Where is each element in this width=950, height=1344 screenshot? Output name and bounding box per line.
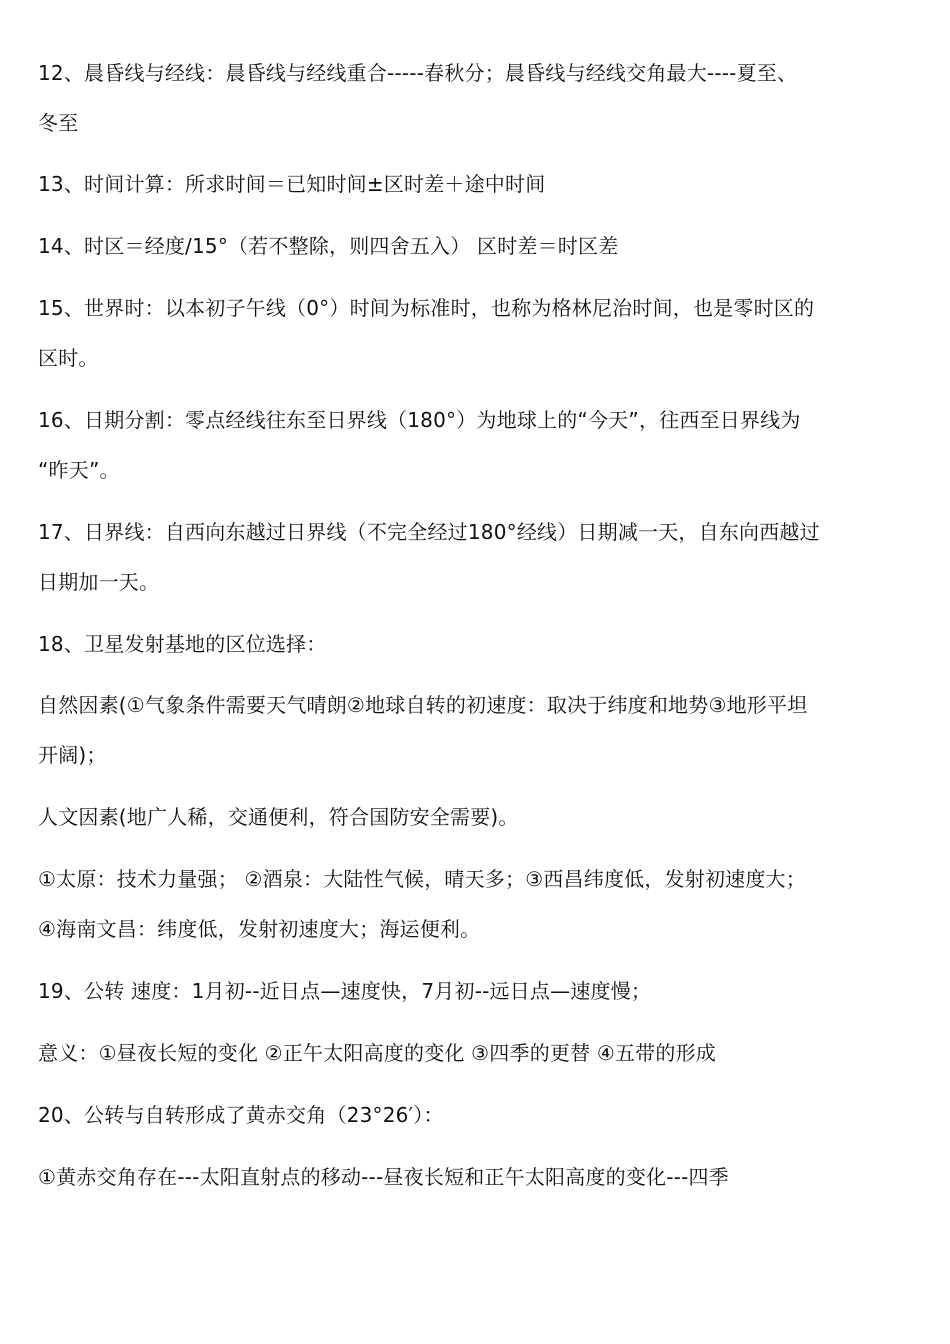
- item-15-line-1: 15、世界时：以本初子午线（0°）时间为标准时，也称为格林尼治时间，也是零时区的: [38, 296, 815, 320]
- launch-sites-line-2: ④海南文昌：纬度低，发射初速度大；海运便利。: [38, 917, 481, 941]
- significance-line: 意义：①昼夜长短的变化 ②正午太阳高度的变化 ③四季的更替 ④五带的形成: [38, 1041, 716, 1065]
- item-13-line: 13、时间计算：所求时间＝已知时间±区时差＋途中时间: [38, 172, 546, 196]
- item-15-line-2: 区时。: [38, 346, 99, 370]
- item-16-line-2: “昨天”。: [38, 458, 120, 482]
- item-20-line: 20、公转与自转形成了黄赤交角（23°26′）：: [38, 1103, 444, 1127]
- item-16-line-1: 16、日期分割：零点经线往东至日界线（180°）为地球上的“今天”，往西至日界线为: [38, 408, 801, 432]
- launch-sites-line-1: ①太原：技术力量强； ②酒泉：大陆性气候，晴天多；③西昌纬度低，发射初速度大；: [38, 867, 806, 891]
- item-12-line-1: 12、晨昏线与经线：晨昏线与经线重合-----春秋分；晨昏线与经线交角最大----夏至、: [38, 61, 798, 85]
- item-19-line: 19、公转 速度：1月初--近日点—速度快，7月初--远日点—速度慢；: [38, 979, 652, 1003]
- item-14-line: 14、时区＝经度/15°（若不整除，则四舍五入） 区时差＝时区差: [38, 234, 619, 258]
- item-12-line-2: 冬至: [38, 111, 79, 135]
- item-17-line-1: 17、日界线：自西向东越过日界线（不完全经过180°经线）日期减一天，自东向西越过: [38, 520, 820, 544]
- obliquity-effects-line: ①黄赤交角存在---太阳直射点的移动---昼夜长短和正午太阳高度的变化---四季: [38, 1165, 729, 1189]
- item-18-heading: 18、卫星发射基地的区位选择：: [38, 632, 327, 656]
- natural-factors-line-2: 开阔)；: [38, 743, 107, 767]
- item-17-line-2: 日期加一天。: [38, 570, 160, 594]
- natural-factors-line-1: 自然因素(①气象条件需要天气晴朗②地球自转的初速度：取决于纬度和地势③地形平坦: [38, 693, 808, 717]
- human-factors-line: 人文因素(地广人稀，交通便利，符合国防安全需要)。: [38, 805, 519, 829]
